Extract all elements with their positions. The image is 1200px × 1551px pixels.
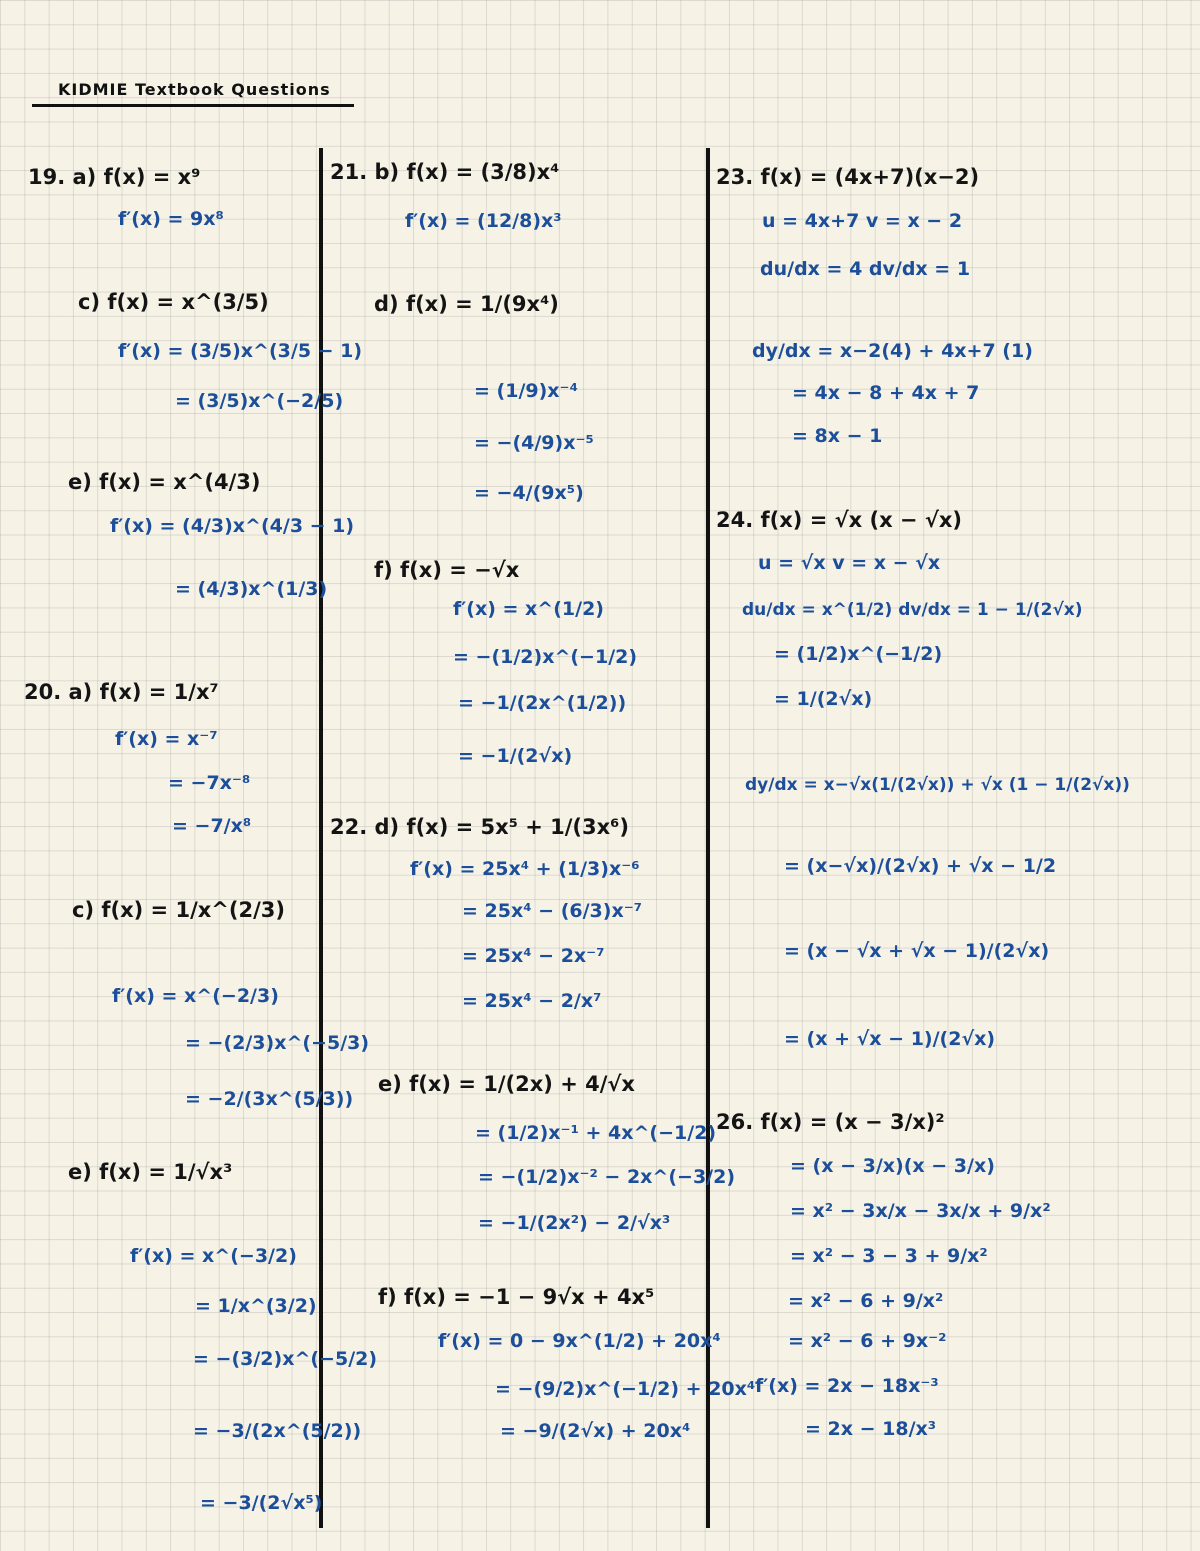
- col3-line-15: = (x + √x − 1)/(2√x): [784, 1028, 996, 1050]
- col3-line-4: dy/dx = x−2(4) + 4x+7 (1): [752, 340, 1033, 362]
- col3-line-9: du/dx = x^(1/2) dv/dx = 1 − 1/(2√x): [742, 600, 1083, 620]
- col2-line-22: f′(x) = 0 − 9x^(1/2) + 20x⁴: [438, 1330, 721, 1352]
- col2-line-7: f) f(x) = −√x: [374, 558, 520, 582]
- col1-line-10: f′(x) = x⁻⁷: [115, 728, 218, 750]
- col2-line-1: 21. b) f(x) = (3/8)x⁴: [330, 160, 560, 184]
- col2-line-9: = −(1/2)x^(−1/2): [453, 646, 638, 668]
- col3-line-18: = x² − 3x/x − 3x/x + 9/x²: [790, 1200, 1051, 1222]
- col2-line-21: f) f(x) = −1 − 9√x + 4x⁵: [378, 1285, 655, 1309]
- col3-line-3: du/dx = 4 dv/dx = 1: [760, 258, 971, 280]
- col2-line-12: 22. d) f(x) = 5x⁵ + 1/(3x⁶): [330, 815, 629, 839]
- col3-line-2: u = 4x+7 v = x − 2: [762, 210, 963, 232]
- col1-line-18: f′(x) = x^(−3/2): [130, 1245, 297, 1267]
- col3-line-11: = 1/(2√x): [774, 688, 873, 710]
- page-title: KIDMIE Textbook Questions: [58, 80, 331, 99]
- col1-line-20: = −(3/2)x^(−5/2): [193, 1348, 378, 1370]
- col2-line-13: f′(x) = 25x⁴ + (1/3)x⁻⁶: [410, 858, 640, 880]
- col1-line-16: = −2/(3x^(5/3)): [185, 1088, 354, 1110]
- col2-line-20: = −1/(2x²) − 2/√x³: [478, 1212, 671, 1234]
- col2-line-14: = 25x⁴ − (6/3)x⁻⁷: [462, 900, 643, 922]
- col3-line-12: dy/dx = x−√x(1/(2√x)) + √x (1 − 1/(2√x)): [745, 775, 1130, 795]
- col2-line-3: d) f(x) = 1/(9x⁴): [374, 292, 559, 316]
- col1-line-13: c) f(x) = 1/x^(2/3): [72, 898, 285, 922]
- col3-line-20: = x² − 6 + 9/x²: [788, 1290, 944, 1312]
- col2-line-11: = −1/(2√x): [458, 745, 573, 767]
- col3-line-13: = (x−√x)/(2√x) + √x − 1/2: [784, 855, 1057, 877]
- title-underline: [32, 104, 354, 107]
- col3-line-17: = (x − 3/x)(x − 3/x): [790, 1155, 995, 1177]
- col3-line-22: f′(x) = 2x − 18x⁻³: [755, 1375, 939, 1397]
- col1-line-4: f′(x) = (3/5)x^(3/5 − 1): [118, 340, 363, 362]
- col1-line-12: = −7/x⁸: [172, 815, 252, 837]
- col2-line-8: f′(x) = x^(1/2): [453, 598, 604, 620]
- col1-line-9: 20. a) f(x) = 1/x⁷: [24, 680, 219, 704]
- col1-line-22: = −3/(2√x⁵): [200, 1492, 323, 1514]
- col2-line-24: = −9/(2√x) + 20x⁴: [500, 1420, 691, 1442]
- col1-line-21: = −3/(2x^(5/2)): [193, 1420, 362, 1442]
- col3-line-8: u = √x v = x − √x: [758, 552, 941, 574]
- col3-line-14: = (x − √x + √x − 1)/(2√x): [784, 940, 1050, 962]
- col2-line-19: = −(1/2)x⁻² − 2x^(−3/2): [478, 1166, 736, 1188]
- col3-line-1: 23. f(x) = (4x+7)(x−2): [716, 165, 980, 189]
- col2-line-10: = −1/(2x^(1/2)): [458, 692, 627, 714]
- col1-line-17: e) f(x) = 1/√x³: [68, 1160, 233, 1184]
- col1-line-1: 19. a) f(x) = x⁹: [28, 165, 201, 189]
- col1-line-8: = (4/3)x^(1/3): [175, 578, 328, 600]
- col1-line-5: = (3/5)x^(−2/5): [175, 390, 344, 412]
- col1-line-3: c) f(x) = x^(3/5): [78, 290, 269, 314]
- col3-line-6: = 8x − 1: [792, 425, 883, 447]
- col3-line-21: = x² − 6 + 9x⁻²: [788, 1330, 947, 1352]
- col2-line-16: = 25x⁴ − 2/x⁷: [462, 990, 602, 1012]
- col3-line-5: = 4x − 8 + 4x + 7: [792, 382, 980, 404]
- col2-line-2: f′(x) = (12/8)x³: [405, 210, 562, 232]
- col1-line-14: f′(x) = x^(−2/3): [112, 985, 279, 1007]
- col1-line-6: e) f(x) = x^(4/3): [68, 470, 261, 494]
- col3-line-16: 26. f(x) = (x − 3/x)²: [716, 1110, 945, 1134]
- col1-line-2: f′(x) = 9x⁸: [118, 208, 224, 230]
- col3-line-23: = 2x − 18/x³: [805, 1418, 937, 1440]
- col1-line-7: f′(x) = (4/3)x^(4/3 − 1): [110, 515, 355, 537]
- col2-line-4: = (1/9)x⁻⁴: [474, 380, 578, 402]
- col3-line-10: = (1/2)x^(−1/2): [774, 643, 943, 665]
- col2-line-15: = 25x⁴ − 2x⁻⁷: [462, 945, 605, 967]
- col2-line-6: = −4/(9x⁵): [474, 482, 584, 504]
- col2-line-5: = −(4/9)x⁻⁵: [474, 432, 594, 454]
- col2-line-17: e) f(x) = 1/(2x) + 4/√x: [378, 1072, 635, 1096]
- col3-line-19: = x² − 3 − 3 + 9/x²: [790, 1245, 988, 1267]
- col3-line-7: 24. f(x) = √x (x − √x): [716, 508, 962, 532]
- column-divider-right: [706, 148, 710, 1528]
- col1-line-19: = 1/x^(3/2): [195, 1295, 317, 1317]
- col2-line-23: = −(9/2)x^(−1/2) + 20x⁴: [495, 1378, 756, 1400]
- col1-line-15: = −(2/3)x^(−5/3): [185, 1032, 370, 1054]
- col2-line-18: = (1/2)x⁻¹ + 4x^(−1/2): [475, 1122, 717, 1144]
- col1-line-11: = −7x⁻⁸: [168, 772, 251, 794]
